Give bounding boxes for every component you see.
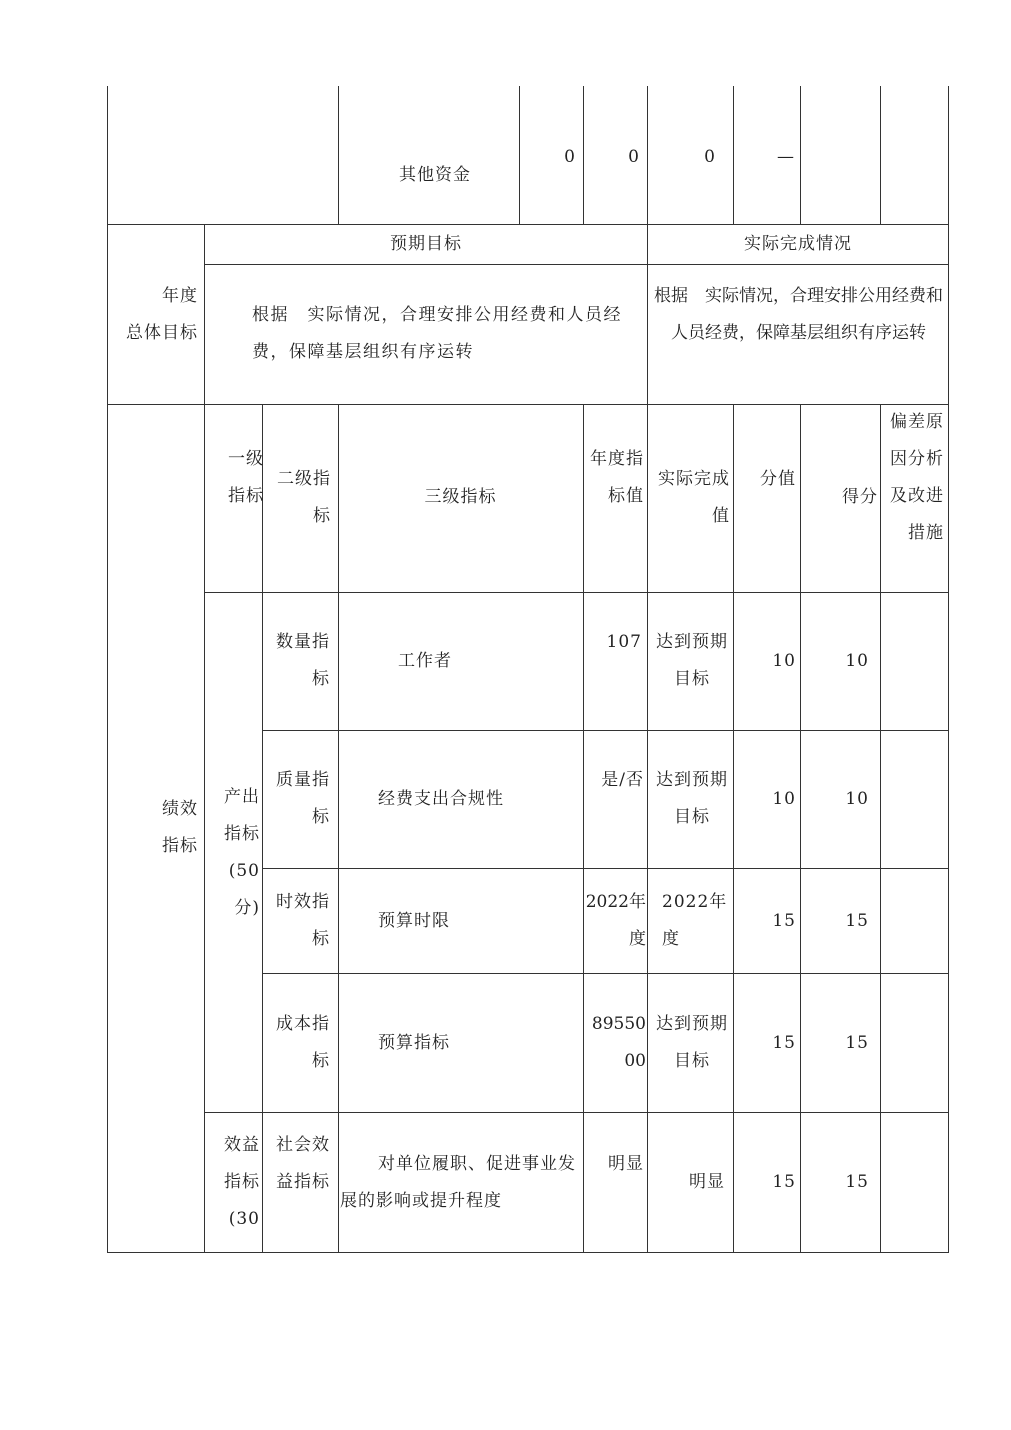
header-level3: 三级指标 bbox=[424, 487, 497, 507]
grid-line bbox=[262, 868, 949, 869]
header-actual: 实际完成值 bbox=[658, 469, 730, 526]
row-score: 10 bbox=[845, 651, 869, 671]
row-target: 8955000 bbox=[591, 1014, 646, 1071]
row-level2: 数量指标 bbox=[276, 632, 330, 689]
grid-line bbox=[338, 86, 339, 224]
funding-source-label: 其他资金 bbox=[399, 165, 471, 185]
row-score: 15 bbox=[845, 1033, 869, 1053]
row-level2: 质量指标 bbox=[276, 770, 330, 827]
grid-line bbox=[204, 224, 205, 1253]
grid-line bbox=[262, 730, 949, 731]
row-score-value: 15 bbox=[772, 911, 796, 931]
expected-goal-text: 根据 实际情况，合理安排公用经费和人员经费，保障基层组织有序运转 bbox=[252, 305, 622, 362]
row-score-value: 15 bbox=[772, 1172, 796, 1192]
grid-line bbox=[338, 404, 339, 1253]
row-actual: 2022年度 bbox=[662, 892, 728, 949]
row-level2: 社会效益指标 bbox=[276, 1135, 330, 1192]
row-score: 15 bbox=[845, 1172, 869, 1192]
actual-completion-text: 根据 实际情况，合理安排公用经费和人员经费，保障基层组织有序运转 bbox=[654, 286, 943, 343]
grid-line bbox=[204, 264, 949, 265]
grid-line bbox=[107, 224, 949, 225]
grid-line bbox=[519, 86, 520, 224]
grid-line bbox=[800, 404, 801, 1253]
funding-value-2: 0 bbox=[628, 147, 640, 167]
row-score: 10 bbox=[845, 789, 869, 809]
header-score-value: 分值 bbox=[760, 469, 796, 489]
row-level2: 时效指标 bbox=[276, 892, 330, 949]
grid-line bbox=[107, 1252, 949, 1253]
row-level2: 成本指标 bbox=[276, 1014, 330, 1071]
annual-goal-label: 年度 总体目标 bbox=[126, 286, 198, 343]
grid-line bbox=[733, 86, 734, 224]
row-actual: 达到预期目标 bbox=[656, 1014, 728, 1071]
header-level2: 二级指标 bbox=[277, 469, 331, 526]
row-target: 107 bbox=[606, 632, 642, 652]
row-score: 15 bbox=[845, 911, 869, 931]
row-level3: 预算时限 bbox=[378, 911, 450, 931]
performance-label: 绩效 指标 bbox=[162, 799, 198, 856]
row-score-value: 10 bbox=[772, 651, 796, 671]
expected-goal-header: 预期目标 bbox=[390, 234, 462, 254]
header-target: 年度指标值 bbox=[590, 449, 644, 506]
grid-line bbox=[262, 404, 263, 1253]
row-actual: 达到预期目标 bbox=[656, 770, 728, 827]
grid-line bbox=[948, 86, 949, 1253]
grid-line bbox=[204, 1112, 949, 1113]
grid-line bbox=[107, 404, 949, 405]
header-score: 得分 bbox=[842, 487, 878, 507]
grid-line bbox=[647, 86, 648, 1253]
row-level3: 预算指标 bbox=[378, 1033, 450, 1053]
row-level3: 工作者 bbox=[398, 651, 452, 671]
header-deviation: 偏差原因分析及改进措施 bbox=[890, 412, 944, 543]
funding-value-1: 0 bbox=[564, 147, 576, 167]
grid-line bbox=[733, 404, 734, 1253]
grid-line bbox=[107, 86, 108, 1253]
row-score-value: 10 bbox=[772, 789, 796, 809]
level1-output: 产出指标(50分) bbox=[224, 787, 260, 918]
row-actual: 明显 bbox=[689, 1172, 725, 1192]
row-level3: 经费支出合规性 bbox=[378, 789, 504, 809]
row-target: 明显 bbox=[608, 1154, 644, 1174]
grid-line bbox=[583, 404, 584, 1253]
funding-dash: — bbox=[777, 147, 795, 167]
level1-benefit: 效益指标(30 bbox=[224, 1135, 260, 1229]
row-actual: 达到预期目标 bbox=[656, 632, 728, 689]
row-target: 2022年度 bbox=[585, 892, 646, 949]
funding-value-3: 0 bbox=[704, 147, 716, 167]
row-target: 是/否 bbox=[601, 770, 644, 790]
grid-line bbox=[204, 592, 949, 593]
actual-completion-header: 实际完成情况 bbox=[744, 234, 852, 254]
row-level3: 对单位履职、促进事业发展的影响或提升程度 bbox=[340, 1154, 576, 1211]
grid-line bbox=[880, 404, 881, 1253]
header-level1: 一级指标 bbox=[228, 449, 264, 506]
grid-line bbox=[880, 86, 881, 224]
grid-line bbox=[262, 973, 949, 974]
row-score-value: 15 bbox=[772, 1033, 796, 1053]
